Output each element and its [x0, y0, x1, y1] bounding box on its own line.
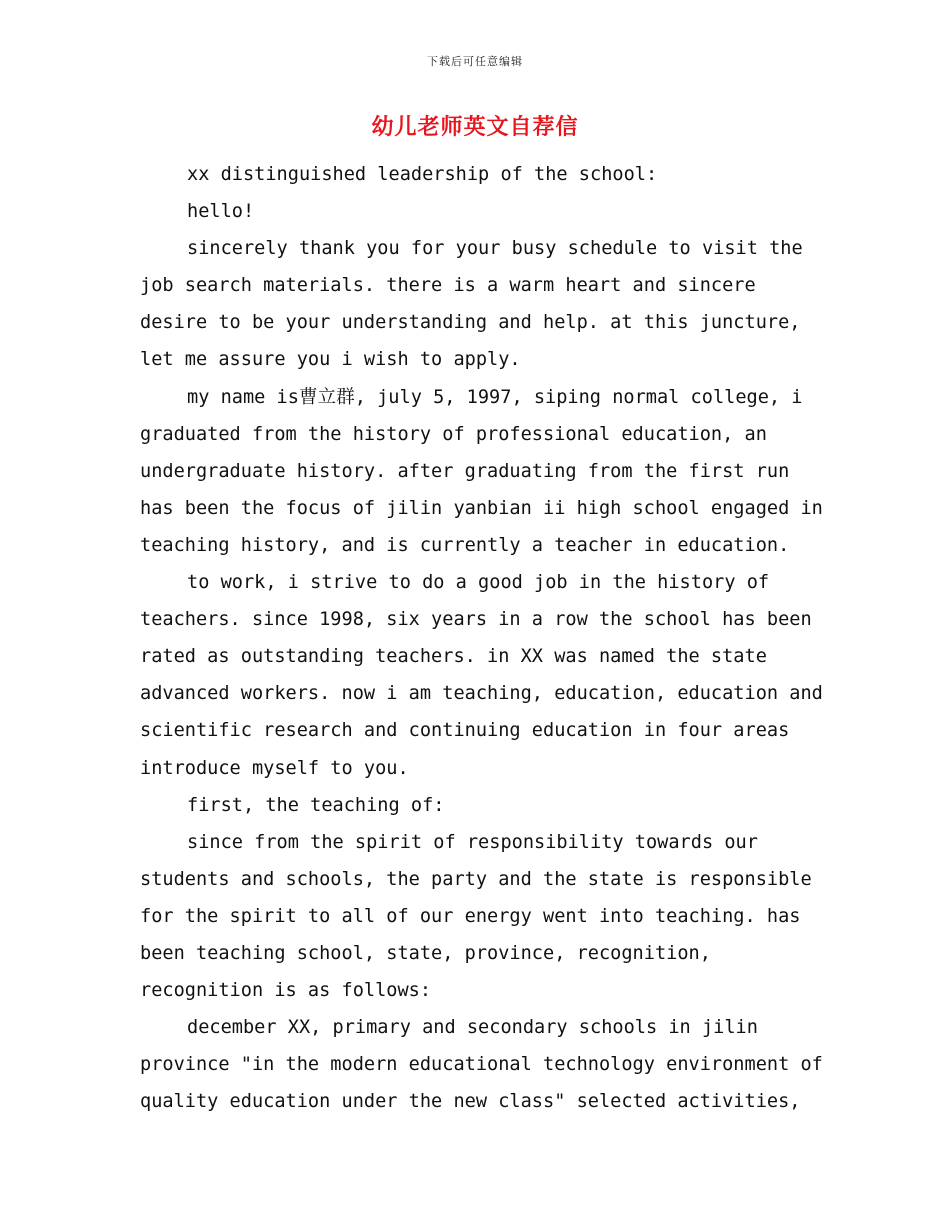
text-line: my name is曹立群, july 5, 1997, siping normal college, i [187, 386, 803, 408]
text-line: students and schools, the party and the state is responsible [140, 868, 812, 890]
text-line: xx distinguished leadership of the school: [187, 164, 658, 185]
text-line: introduce myself to you. [140, 757, 409, 779]
text-line: hello! [187, 201, 255, 223]
text-line: rated as outstanding teachers. in XX was named the state [140, 646, 767, 668]
text-line: undergraduate history. after graduating from the first run [140, 460, 790, 482]
text-line: december XX, primary and secondary schools in jilin [187, 1017, 758, 1039]
text-line: quality education under the new class" selected activities, [140, 1091, 801, 1113]
text-line: sincerely thank you for your busy schedule to visit the [187, 238, 803, 260]
text-line: recognition is as follows: [140, 980, 432, 1002]
letter-body [140, 156, 823, 1120]
text-line: to work, i strive to do a good job in the history of [187, 572, 770, 594]
text-line: teachers. since 1998, six years in a row the school has been [140, 609, 812, 631]
text-line: for the spirit to all of our energy went into teaching. has [140, 905, 801, 927]
document-title: 幼儿老师英文自荐信 [371, 115, 579, 140]
text-line: desire to be your understanding and help. at this juncture, [140, 312, 801, 334]
header-note: 下载后可任意编辑 [427, 55, 523, 68]
text-line: let me assure you i wish to apply. [140, 349, 521, 371]
text-line: job search materials. there is a warm heart and sincere [140, 275, 756, 297]
text-line: been teaching school, state, province, recognition, [140, 942, 711, 964]
text-line: has been the focus of jilin yanbian ii high school engaged in [140, 497, 823, 519]
text-line: first, the teaching of: [187, 794, 445, 816]
text-line: scientific research and continuing education in four areas [140, 720, 790, 742]
text-line: province "in the modern educational technology environment of [140, 1054, 823, 1076]
text-line: teaching history, and is currently a teacher in education. [140, 534, 790, 556]
text-line: since from the spirit of responsibility towards our [187, 831, 758, 853]
text-line: advanced workers. now i am teaching, education, education and [140, 683, 823, 705]
text-line: graduated from the history of professional education, an [140, 423, 767, 445]
